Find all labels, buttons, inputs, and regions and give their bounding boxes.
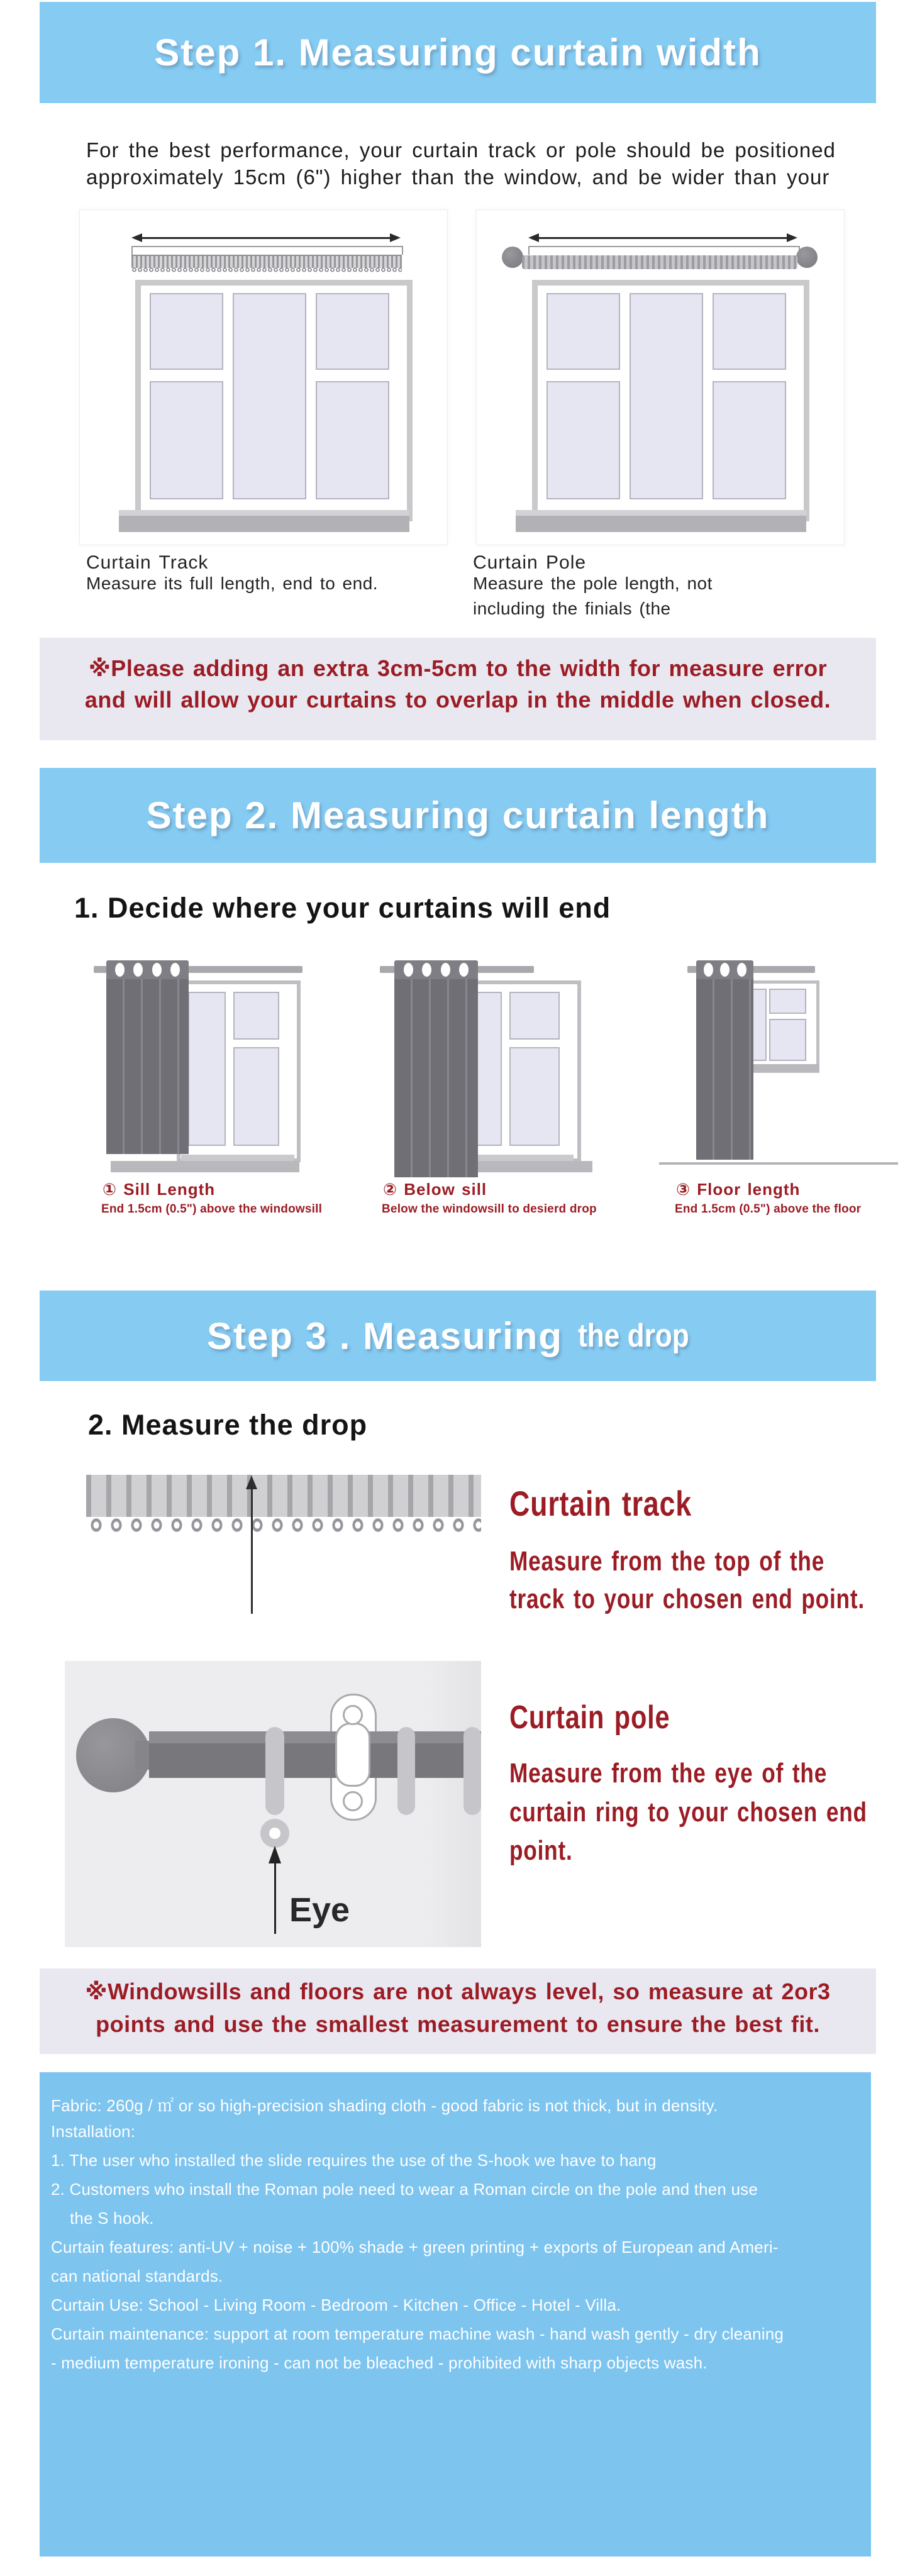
floor-line: [659, 1162, 898, 1165]
window-pane: [630, 293, 703, 499]
footer-line: Curtain maintenance: support at room temperature machine wash - hand wash gently - dry cleaning: [51, 2324, 784, 2343]
option2-title: ② Below sill: [383, 1180, 487, 1199]
pole-measure-text-line1: Measure from the eye of the: [509, 1758, 828, 1789]
eye-arrow-icon: [274, 1863, 276, 1934]
curtain-grommet-header: [394, 960, 478, 979]
grommet-icon: [422, 963, 431, 977]
grommet-icon: [704, 963, 713, 977]
footer-line: Curtain Use: School - Living Room - Bedroom - Kitchen - Office - Hotel - Villa.: [51, 2296, 621, 2314]
curtain-track-strip: [86, 1475, 481, 1517]
option3-title: ③ Floor length: [676, 1180, 801, 1199]
window-pane: [188, 992, 226, 1146]
bracket-screw-icon: [343, 1705, 363, 1725]
window-pane: [713, 381, 786, 499]
drop-arrow-head-icon: [246, 1475, 257, 1489]
window-frame: [532, 280, 809, 521]
product-details-footer: [40, 2072, 871, 2557]
drop-arrow-icon: [251, 1488, 253, 1614]
curtain-track-diagram: [79, 209, 448, 545]
curtain-grommet-header: [106, 960, 189, 979]
step3-banner-subtitle: the drop: [578, 1318, 689, 1354]
window-pane: [233, 992, 279, 1040]
footer-line: Curtain features: anti-UV + noise + 100% shade + green printing + exports of European and Ameri-: [51, 2238, 779, 2257]
track-measure-title: Curtain track: [509, 1484, 692, 1523]
grommet-icon: [115, 963, 125, 977]
arrow-right-head-icon: [787, 233, 797, 242]
curtain-pole-rod: [149, 1731, 481, 1778]
step3-banner-title: Step 3 . Measuring: [206, 1314, 563, 1357]
window-pane: [150, 293, 223, 370]
window-frame: [177, 980, 301, 1162]
step3-heading: 2. Measure the drop: [88, 1409, 368, 1441]
track-hooks: [86, 1517, 481, 1536]
pole-finial-right-icon: [796, 247, 818, 268]
width-arrow-icon: [131, 233, 401, 242]
step2-banner: [40, 768, 876, 863]
option2-description: Below the windowsill to desierd drop: [382, 1202, 597, 1216]
windowsill-board: [111, 1161, 299, 1172]
width-arrow-icon: [528, 233, 797, 242]
window-pane: [547, 381, 620, 499]
window-sill: [119, 510, 409, 532]
curtain-panel-floor-length: [696, 977, 753, 1160]
footer-line: can national standards.: [51, 2267, 223, 2285]
pole-measure-text-line2: curtain ring to your chosen end: [509, 1797, 867, 1828]
option1-description: End 1.5cm (0.5") above the windowsill: [101, 1202, 323, 1216]
track-hooks: [131, 267, 402, 275]
grommet-icon: [170, 963, 180, 977]
curtain-pole-rod: [522, 255, 797, 269]
note-line: and will allow your curtains to overlap in the middle when closed.: [84, 687, 831, 713]
option3-description: End 1.5cm (0.5") above the floor: [675, 1202, 862, 1216]
pole-caption-text-line1: Measure the pole length, not: [473, 574, 713, 593]
eye-arrow-head-icon: [269, 1846, 281, 1863]
grommet-icon: [441, 963, 450, 977]
curtain-ring-icon: [463, 1727, 481, 1815]
curtain-grommet-header: [696, 960, 753, 979]
pole-measure-title: Curtain pole: [509, 1699, 670, 1736]
option1-title: ① Sill Length: [103, 1180, 216, 1199]
window-sill: [516, 510, 806, 532]
curtain-panel-sill-length: [106, 977, 189, 1154]
eye-label: Eye: [289, 1891, 350, 1929]
footer-line: Fabric: 260g / ㎡ or so high-precision shading cloth - good fabric is not thick, but in density.: [51, 2096, 718, 2115]
footer-line: Installation:: [51, 2122, 136, 2141]
pole-caption-text-line2: including the finials (the: [473, 599, 671, 618]
step2-heading: 1. Decide where your curtains will end: [74, 892, 611, 924]
level-warning-note: [40, 1968, 876, 2054]
pole-finial-left-icon: [502, 247, 523, 268]
grommet-icon: [737, 963, 746, 977]
step2-banner-title: Step 2. Measuring curtain length: [146, 794, 770, 836]
curtain-pole-diagram: [476, 209, 845, 545]
curtain-ring-icon: [265, 1727, 284, 1815]
window-pane: [509, 1047, 560, 1146]
note-line: points and use the smallest measurement to ensure the best fit.: [96, 2011, 820, 2037]
note-line: ※Windowsills and floors are not always level, so measure at 2or3: [85, 1979, 831, 2004]
window-frame: [135, 280, 413, 521]
window-pane: [509, 992, 560, 1040]
grommet-icon: [720, 963, 730, 977]
curtain-ring-icon: [397, 1727, 415, 1815]
footer-line: the S hook.: [70, 2209, 154, 2228]
bracket-screw-icon: [343, 1791, 363, 1811]
grommet-icon: [459, 963, 469, 977]
footer-line: 1. The user who installed the slide requires the use of the S-hook we have to hang: [51, 2151, 657, 2170]
intro-text-line2: approximately 15cm (6") higher than the window, and be wider than your: [86, 165, 830, 189]
arrow-right-head-icon: [390, 233, 401, 242]
footer-line: - medium temperature ironing - can not be bleached - prohibited with sharp objects wash.: [51, 2353, 707, 2372]
curtain-panel-below-sill: [394, 977, 478, 1177]
curtain-pole-closeup-diagram: [65, 1661, 481, 1947]
pole-bracket-cylinder: [335, 1723, 370, 1787]
window-sill: [181, 1155, 294, 1161]
eye-ring-hole: [269, 1828, 280, 1839]
window-pane: [233, 1047, 279, 1146]
window-pane: [713, 293, 786, 370]
track-caption-title: Curtain Track: [86, 552, 209, 573]
track-caption-text: Measure its full length, end to end.: [86, 574, 379, 593]
window-pane: [150, 381, 223, 499]
dimension-bracket: [131, 246, 403, 255]
dimension-bracket: [528, 246, 800, 255]
grommet-icon: [133, 963, 143, 977]
step3-banner: [40, 1291, 876, 1381]
step1-banner: [40, 2, 876, 103]
track-measure-text-line1: Measure from the top of the: [509, 1546, 825, 1577]
window-pane: [233, 293, 306, 499]
track-measure-text-line2: track to your chosen end point.: [509, 1584, 865, 1614]
step1-banner-title: Step 1. Measuring curtain width: [154, 31, 762, 74]
window-pane: [547, 293, 620, 370]
grommet-icon: [152, 963, 162, 977]
footer-line: 2. Customers who install the Roman pole need to wear a Roman circle on the pole and then use: [51, 2180, 758, 2199]
pole-caption-title: Curtain Pole: [473, 552, 587, 573]
note-line: ※Please adding an extra 3cm-5cm to the width for measure error: [88, 655, 828, 681]
window-pane: [769, 1019, 806, 1061]
pole-measure-text-line3: point.: [509, 1835, 573, 1866]
curtain-track-strip: [131, 255, 402, 268]
intro-text-line1: For the best performance, your curtain track or pole should be positioned: [86, 138, 836, 162]
grommet-icon: [404, 963, 413, 977]
window-pane: [769, 989, 806, 1014]
window-pane: [316, 293, 389, 370]
width-warning-note: [40, 638, 876, 740]
window-pane: [316, 381, 389, 499]
